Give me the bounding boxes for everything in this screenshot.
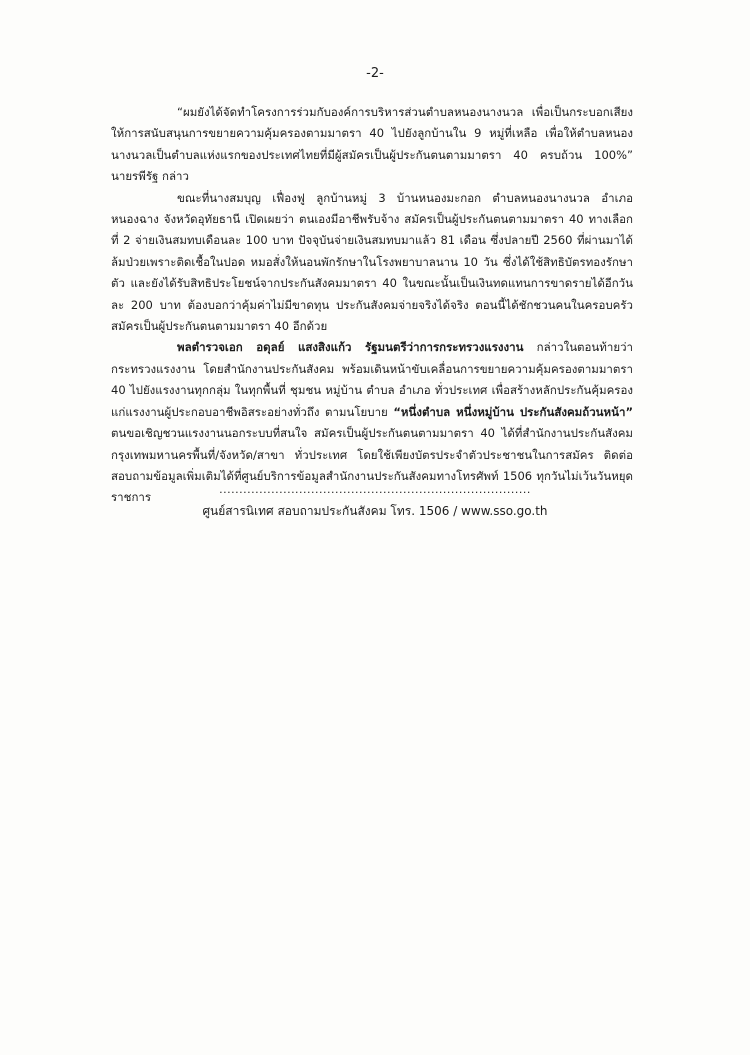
dotted-divider: .............................................................................. xyxy=(219,483,531,496)
document-body xyxy=(111,102,633,509)
minister-name: พลตำรวจเอก อดุลย์ แสงสิงแก้ว รัฐมนตรีว่าการกระทรวงแรงงาน xyxy=(177,340,524,355)
paragraph-text: ขณะที่นางสมบุญ เฟื่องฟู ลูกบ้านหมู่ 3 บ้านหนองมะกอก ตำบลหนองนางนวล อำเภอหนองฉาง จังหวัดอุทัยธานี เปิดเผยว่า ตนเองมีอาชีพรับจ้าง สมัครเป็นผู้ประกันตนตามมาตรา 40 ทางเลือกที่ 2 จ่ายเงินสมทบเดือนละ 100 บาท ปัจจุบันจ่ายเงินสมทบมาแล้ว 81 เดือน ซึ่งปลายปี 2560 ที่ผ่านมาได้ล้มป่วยเพราะติดเชื้อในปอด หมอสั่งให้นอนพักรักษาในโรงพยาบาลนาน 10 วัน ซึ่งได้ใช้สิทธิบัตรทองรักษาตัว และยังได้รับสิทธิประโยชน์จากประกันสังคมมาตรา 40 ในขณะนั้นเป็นเงินทดแทนการขาดรายได้อีกวันละ 200 บาท ต้องบอกว่าคุ้มค่าไม่มีขาดทุน ประกันสังคมจ่ายจริงได้จริง ตอนนี้ได้ชักชวนคนในครอบครัวสมัครเป็นผู้ประกันตนตามมาตรา 40 อีกด้วย xyxy=(111,190,633,334)
policy-slogan: “หนึ่งตำบล หนึ่งหมู่บ้าน ประกันสังคมถ้วนหน้า” xyxy=(393,404,634,419)
paragraph-quote xyxy=(111,102,633,188)
footer-contact: ศูนย์สารนิเทศ สอบถามประกันสังคม โทร. 1506 / www.sso.go.th xyxy=(202,504,548,518)
paragraph-text: กล่าวในตอนท้ายว่า กระทรวงแรงงาน โดยสำนักงานประกันสังคม พร้อมเดินหน้าขับเคลื่อนการขยายความคุ้มครองตามมาตรา 40 ไปยังแรงงานทุกกลุ่ม ในทุกพื้นที่ ชุมชน หมู่บ้าน ตำบล อำเภอ ทั่วประเทศ เพื่อสร้างหลักประกันคุ้มครองแก่แรงงานผู้ประกอบอาชีพอิสระอย่างทั่วถึง ตามนโยบาย xyxy=(111,340,633,419)
page-number: -2- xyxy=(366,66,384,81)
paragraph-testimonial xyxy=(111,188,633,338)
paragraph-text: ตนขอเชิญชวนแรงงานนอกระบบที่สนใจ สมัครเป็นผู้ประกันตนตามมาตรา 40 ได้ที่สำนักงานประกันสังคมกรุงเทพมหานครพื้นที่/จังหวัด/สาขา ทั่วประเทศ โดยใช้เพียงบัตรประจำตัวประชาชนในการสมัคร ติดต่อสอบถามข้อมูลเพิ่มเติมได้ที่ศูนย์บริการข้อมูลสำนักงานประกันสังคมทางโทรศัพท์ 1506 ทุกวันไม่เว้นวันหยุดราชการ xyxy=(111,426,633,505)
paragraph-text: “ผมยังได้จัดทำโครงการร่วมกับองค์การบริหารส่วนตำบลหนองนางนวล เพื่อเป็นกระบอกเสียงให้การสนับสนุนการขยายความคุ้มครองตามมาตรา 40 ไปยังลูกบ้านใน 9 หมู่ที่เหลือ เพื่อให้ตำบลหนองนางนวลเป็นตำบลแห่งแรกของประเทศไทยที่มีผู้สมัครเป็นผู้ประกันตนตามมาตรา 40 ครบถ้วน 100%” นายรพีรัฐ กล่าว xyxy=(111,105,633,184)
